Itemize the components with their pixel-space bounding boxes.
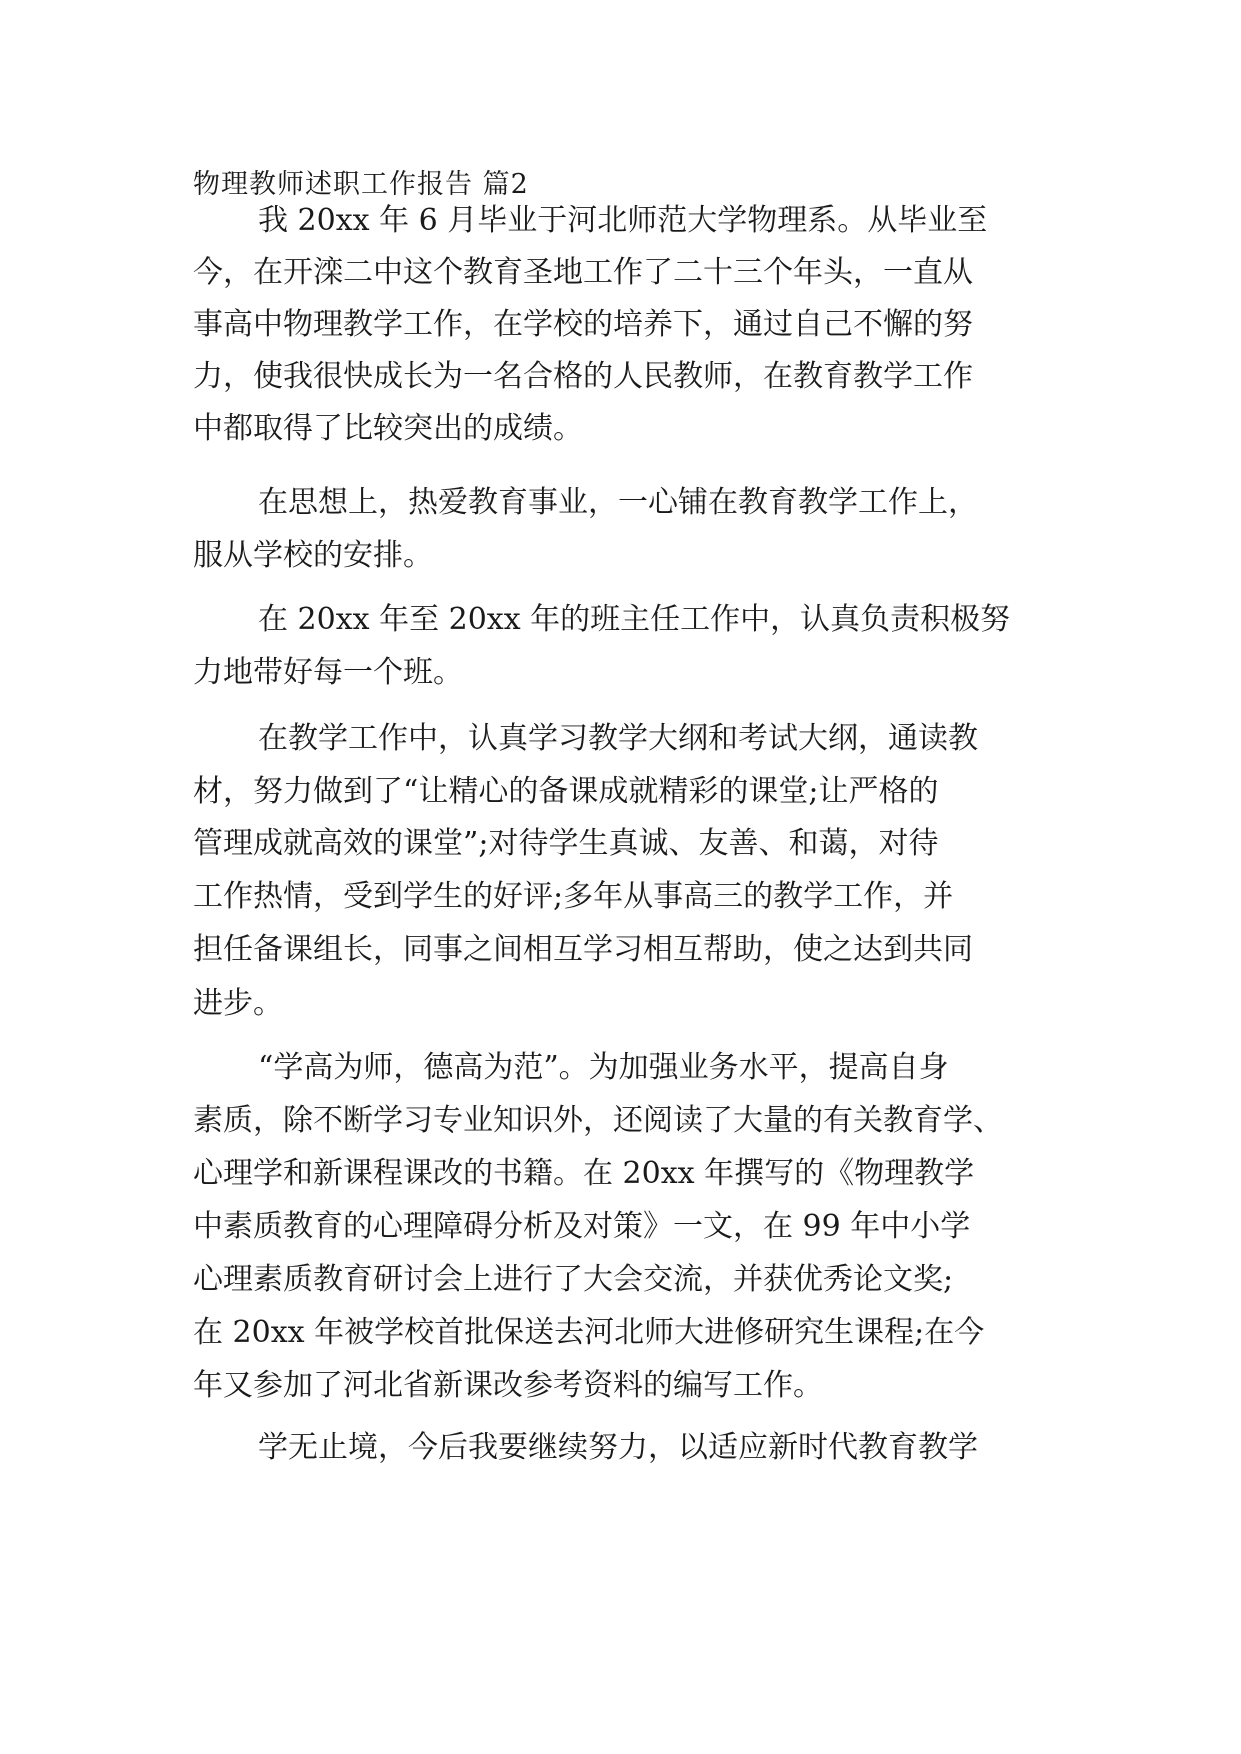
text-line: 工作热情，受到学生的好评;多年从事高三的教学工作，并 [193,879,954,914]
text-line: 进步。 [193,986,283,1021]
text-line: 心理素质教育研讨会上进行了大会交流，并获优秀论文奖; [193,1262,954,1297]
text-line: 材，努力做到了“让精心的备课成就精彩的课堂;让严格的 [193,774,939,809]
text-line: 在 20xx 年至 20xx 年的班主任工作中，认真负责积极努 [258,602,1011,637]
text-line: 力，使我很快成长为一名合格的人民教师，在教育教学工作 [193,359,973,394]
text-line: “学高为师，德高为范”。为加强业务水平，提高自身 [258,1050,949,1085]
text-line: 在 20xx 年被学校首批保送去河北师大进修研究生课程;在今 [193,1315,985,1350]
text-line: 学无止境，今后我要继续努力，以适应新时代教育教学 [258,1430,978,1465]
text-line: 力地带好每一个班。 [193,655,463,690]
text-line: 我 20xx 年 6 月毕业于河北师范大学物理系。从毕业至 [258,203,988,238]
text-line: 在思想上，热爱教育事业，一心铺在教育教学工作上， [258,485,978,520]
text-line: 中都取得了比较突出的成绩。 [193,411,583,446]
text-line: 心理学和新课程课改的书籍。在 20xx 年撰写的《物理教学 [193,1156,975,1191]
text-line: 中素质教育的心理障碍分析及对策》一文，在 99 年中小学 [193,1209,971,1244]
text-line: 素质，除不断学习专业知识外，还阅读了大量的有关教育学、 [193,1103,1003,1138]
text-line: 事高中物理教学工作，在学校的培养下，通过自己不懈的努 [193,307,973,342]
document-title: 物理教师述职工作报告 篇2 [193,169,529,200]
text-line: 服从学校的安排。 [193,538,433,573]
text-line: 今，在开滦二中这个教育圣地工作了二十三个年头，一直从 [193,255,973,290]
text-line: 管理成就高效的课堂”;对待学生真诚、友善、和蔼，对待 [193,826,939,861]
text-line: 担任备课组长，同事之间相互学习相互帮助，使之达到共同 [193,932,973,967]
text-line: 在教学工作中，认真学习教学大纲和考试大纲，通读教 [258,721,978,756]
text-line: 年又参加了河北省新课改参考资料的编写工作。 [193,1368,823,1403]
